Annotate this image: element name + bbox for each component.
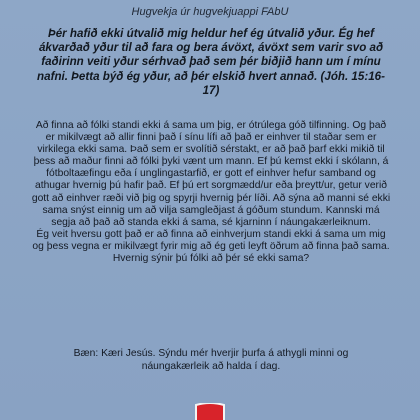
red-shield-emblem-icon [194,403,226,420]
devotional-body [30,120,392,265]
body-paragraph-2: Ég veit hversu gott það er að finna að einhverjum standi ekki á sama um mig og þess vegna er mikilvægt fyrir mig að ég geti leyft öðrum að finna það sama. Hvernig sýnir þú fólki að þér sé ekki sama? [32,228,390,265]
body-paragraph-1: Að finna að fólki standi ekki á sama um þig, er ótrúlega góð tilfinning. Og það er mikilvægt að allir finni það í sínu lífi að það er einhver til staðar sem er virkilega ekki sama. Það sem er svolítið sérstakt, er að það þarf ekki mikið til þess að maður finni að fólki þyki vænt um mann. Ef þú kemst ekki í skólann, á fótboltaæfingu eða í unglingastarfið, er gott ef einhver hefur samband og athugar hvernig þú hafir það. Ef þú ert sorgmædd/ur eða þreytt/ur, getur verið gott að einhver ræði við þig og spyrji hvernig þér líði. Að sýna að manni sé ekki sama snýst einnig um að vilja samgleðjast á góðum stundum. Kannski má segja að það að standa ekki á sama, sé kjarninn í náungakærleiknum. [31,120,391,228]
prayer-text: Bæn: Kæri Jesús. Sýndu mér hverjir þurfa á athygli minni og náungakærleik að halda í dag. [73,348,349,372]
bible-verse: Þér hafið ekki útvalið mig heldur hef ég útvalið yður. Ég hef ákvarðað yður til að fara og bera ávöxt, ávöxt sem varir svo að faðirinn veiti yður sérhvað það sem þér biðjið hann um í mínu nafni. Þetta býð ég yður, að þér elskið hvert annað. (Jóh. 15:16-17) [37,27,385,97]
header-title: Hugvekja úr hugvekjuappi FAbU [131,6,289,18]
